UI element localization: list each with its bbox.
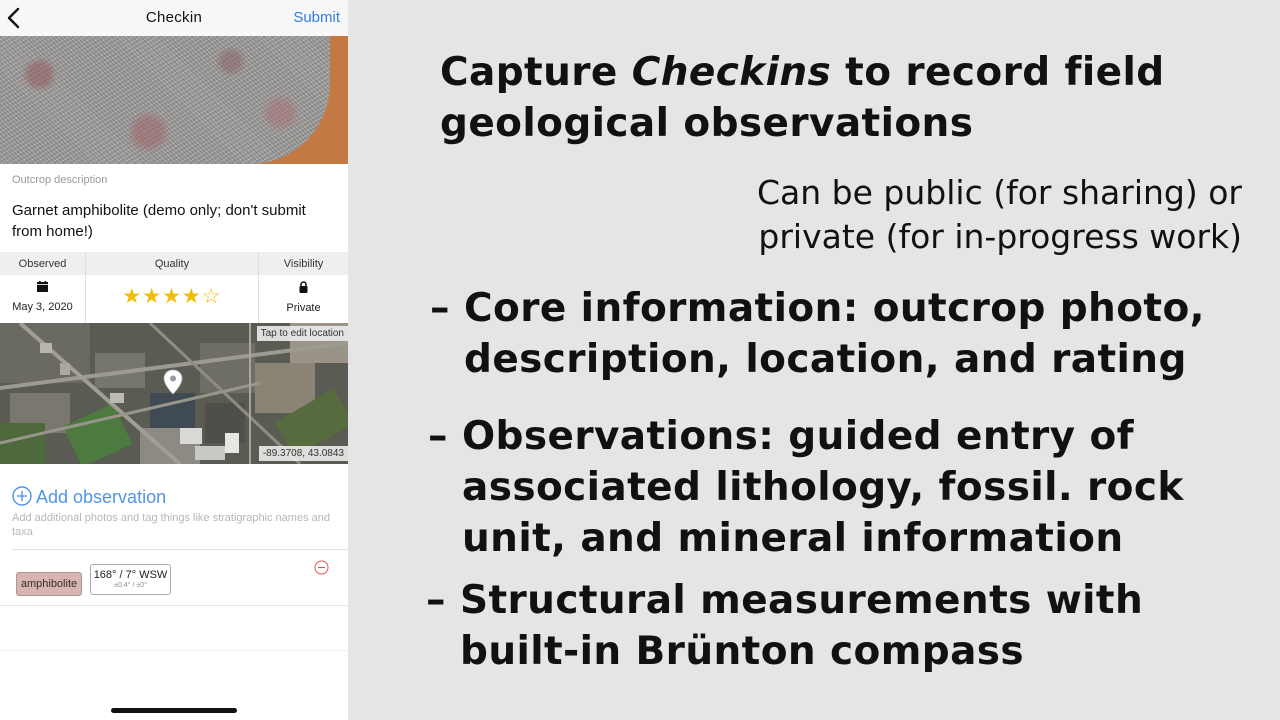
bullet-structural-measurements <box>426 575 1246 677</box>
navigation-bar <box>0 0 348 36</box>
observed-date: May 3, 2020 <box>12 301 73 313</box>
divider <box>0 605 348 606</box>
lock-icon <box>298 281 309 293</box>
quality-label: Quality <box>154 258 190 270</box>
meta-value-row <box>0 275 348 323</box>
title-suffix: to record field geological observations <box>440 50 1165 146</box>
add-observation-button[interactable] <box>12 486 166 508</box>
rock-sample-image <box>0 36 330 164</box>
add-observation-label: Add observation <box>36 487 167 507</box>
home-indicator[interactable] <box>111 708 237 713</box>
structural-measurement-tag[interactable] <box>90 564 171 595</box>
title-italic: Checkins <box>631 50 832 95</box>
divider <box>12 549 348 550</box>
map-pin-icon <box>163 369 183 395</box>
description-label: Outcrop description <box>12 174 108 186</box>
bullet-core-information <box>430 283 1250 385</box>
slide-note: Can be public (for sharing) or private (for in-progress work) <box>757 173 1242 256</box>
edit-location-hint[interactable]: Tap to edit location <box>257 326 348 341</box>
slide-title <box>440 47 1240 149</box>
bullet-text: Observations: guided entry of associated lithology, fossil. rock unit, and mineral information <box>462 414 1184 561</box>
phone-screen <box>0 0 348 720</box>
meta-header-row <box>0 252 348 275</box>
star-rating[interactable]: ★★★★☆ <box>122 285 222 308</box>
divider <box>0 650 348 651</box>
bullet-dash: – <box>430 286 450 331</box>
visibility-label: Visibility <box>283 258 324 270</box>
add-observation-hint: Add additional photos and tag things like stratigraphic names and taxa <box>12 512 330 538</box>
observed-date-button[interactable] <box>0 275 85 323</box>
bullet-observations <box>428 411 1268 564</box>
visibility-toggle[interactable] <box>259 275 348 323</box>
measurement-value: 168° / 7° WSW <box>93 569 168 581</box>
minus-circle-icon[interactable] <box>314 560 329 575</box>
title-prefix: Capture <box>440 50 618 95</box>
plus-circle-icon <box>12 486 32 506</box>
bullet-text: Core information: outcrop photo, description, location, and rating <box>464 286 1205 382</box>
bullet-dash: – <box>428 414 448 459</box>
coordinates-label: -89.3708, 43.0843 <box>259 446 348 461</box>
outcrop-photo[interactable] <box>0 36 348 164</box>
description-input[interactable]: Garnet amphibolite (demo only; don't submit from home!) <box>12 202 306 240</box>
page-title: Checkin <box>145 9 203 26</box>
bullet-dash: – <box>426 578 446 623</box>
calendar-icon <box>37 281 48 292</box>
submit-button[interactable]: Submit <box>293 9 340 26</box>
measurement-error: ±0.4° / ±0° <box>114 582 147 589</box>
lithology-tag[interactable]: amphibolite <box>16 572 82 596</box>
visibility-value: Private <box>286 302 321 314</box>
slide-content <box>348 0 1280 720</box>
quality-rating[interactable] <box>85 275 259 323</box>
observed-label: Observed <box>18 258 67 270</box>
bullet-text: Structural measurements with built-in Brünton compass <box>460 578 1144 674</box>
